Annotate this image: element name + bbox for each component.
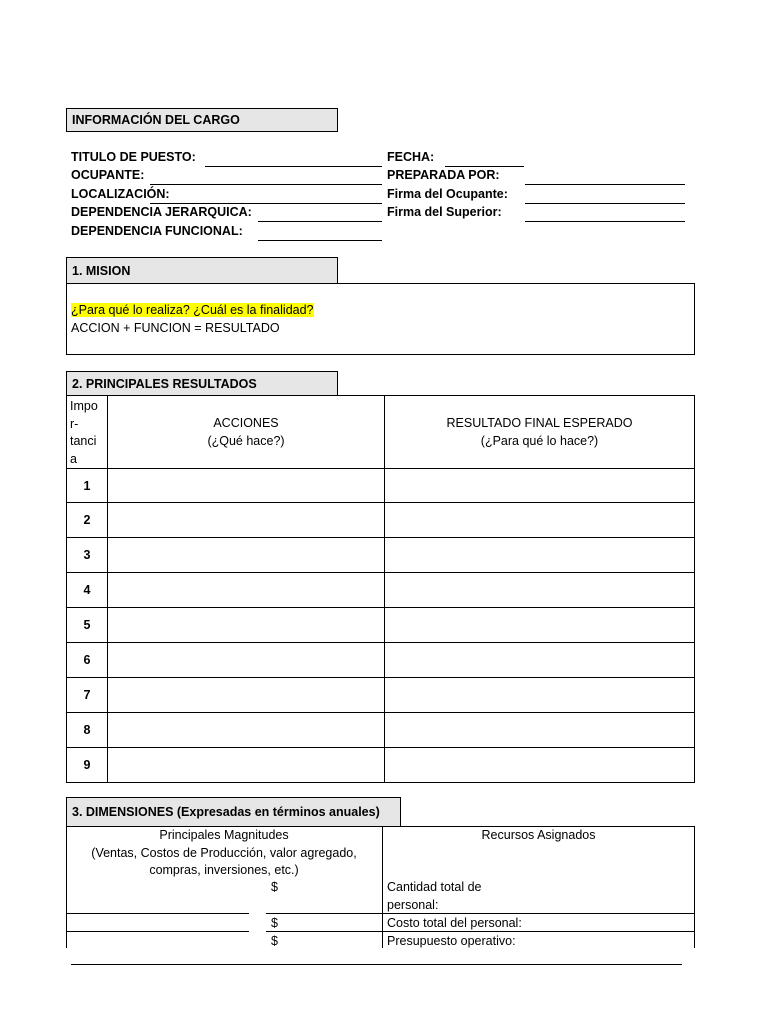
currency-symbol: $ [271,880,278,894]
magnitudes-subtitle-1: (Ventas, Costos de Producción, valor agregado, [91,845,357,860]
row-number: 8 [67,713,108,748]
col-acciones-subtitle: (¿Qué hace?) [207,434,285,448]
field-firma-ocupante[interactable] [525,203,685,204]
label-firma-ocupante: Firma del Ocupante: [387,187,508,201]
label-localizacion: LOCALIZACIÓN: [71,187,170,201]
field-dependencia-funcional[interactable] [258,240,382,241]
label-preparada-por: PREPARADA POR: [387,168,500,182]
currency-symbol: $ [271,916,278,930]
row-acciones-cell[interactable] [108,469,385,503]
info-section-header: INFORMACIÓN DEL CARGO [66,108,338,132]
mision-question-text: ¿Para qué lo realiza? ¿Cuál es la finalidad? [71,303,314,317]
row-acciones-cell[interactable] [108,573,385,608]
label-fecha: FECHA: [387,150,435,164]
row-acciones-cell[interactable] [108,503,385,538]
magnitudes-title: Principales Magnitudes [159,828,289,842]
row-acciones-cell[interactable] [108,608,385,643]
magnitud-value-1[interactable] [266,913,382,914]
label-ocupante: OCUPANTE: [71,168,145,182]
row-resultado-cell[interactable] [385,748,695,783]
row-resultado-cell[interactable] [385,573,695,608]
col-importancia-header [67,396,108,469]
magnitudes-header [66,827,382,880]
col-importancia-line-4: a [70,451,77,466]
row-number: 7 [67,678,108,713]
row-number: 9 [67,748,108,783]
row-acciones-cell[interactable] [108,748,385,783]
col-acciones-title: ACCIONES [213,416,279,430]
table-row [67,748,695,783]
label-dependencia-funcional: DEPENDENCIA FUNCIONAL: [71,224,243,238]
table-row [67,573,695,608]
row-acciones-cell[interactable] [108,643,385,678]
resultados-header-row [67,396,695,469]
row-resultado-cell[interactable] [385,469,695,503]
row-number: 1 [67,469,108,503]
label-firma-superior: Firma del Superior: [387,205,502,219]
magnitud-field-2[interactable] [66,931,249,932]
recursos-cantidad-label [387,879,482,914]
resultados-section-header: 2. PRINCIPALES RESULTADOS [66,371,338,396]
recursos-cantidad-line-1: Cantidad total de [387,880,482,894]
field-titulo-puesto[interactable] [205,166,382,167]
field-firma-superior[interactable] [525,221,685,222]
col-resultado-subtitle: (¿Para qué lo hace?) [480,434,599,448]
col-resultado-title: RESULTADO FINAL ESPERADO [446,416,633,430]
col-acciones-header [108,396,385,469]
recursos-presupuesto-label: Presupuesto operativo: [387,934,516,948]
magnitud-field-1[interactable] [66,913,249,914]
row-resultado-cell[interactable] [385,713,695,748]
row-number: 5 [67,608,108,643]
row-number: 4 [67,573,108,608]
table-row [67,643,695,678]
col-importancia-line-2: r- [70,416,79,431]
mision-section-header: 1. MISION [66,257,338,284]
row-number: 2 [67,503,108,538]
recursos-row-divider-1 [382,913,694,914]
table-row [67,678,695,713]
page-footer-rule [71,964,682,965]
row-acciones-cell[interactable] [108,538,385,573]
row-number: 6 [67,643,108,678]
mision-box[interactable] [66,283,695,355]
recursos-cantidad-line-2: personal: [387,897,439,912]
row-resultado-cell[interactable] [385,538,695,573]
resultados-table [66,395,695,783]
row-resultado-cell[interactable] [385,503,695,538]
recursos-costo-label: Costo total del personal: [387,916,522,930]
table-row [67,503,695,538]
row-acciones-cell[interactable] [108,678,385,713]
row-acciones-cell[interactable] [108,713,385,748]
dimensiones-section-header: 3. DIMENSIONES (Expresadas en términos anuales) [66,797,401,827]
table-row [67,608,695,643]
label-dependencia-jerarquica: DEPENDENCIA JERARQUICA: [71,205,252,219]
field-ocupante[interactable] [150,184,382,185]
table-row [67,538,695,573]
table-row [67,713,695,748]
dimensiones-right-border [694,826,695,948]
row-number: 3 [67,538,108,573]
field-dependencia-jerarquica[interactable] [258,221,382,222]
magnitudes-subtitle-2: compras, inversiones, etc.) [149,863,299,877]
col-resultado-header [385,396,695,469]
row-resultado-cell[interactable] [385,643,695,678]
field-preparada-por[interactable] [525,184,685,185]
recursos-title: Recursos Asignados [481,828,596,842]
magnitud-value-2[interactable] [266,931,382,932]
recursos-row-divider-2 [382,931,694,932]
col-importancia-line-3: tanci [70,434,97,448]
row-resultado-cell[interactable] [385,608,695,643]
mision-question [71,302,314,318]
col-importancia-line-1: Impo [70,399,98,413]
currency-symbol: $ [271,934,278,948]
table-row [67,469,695,503]
label-titulo-puesto: TITULO DE PUESTO: [71,150,196,164]
mision-formula: ACCION + FUNCION = RESULTADO [71,321,280,335]
row-resultado-cell[interactable] [385,678,695,713]
